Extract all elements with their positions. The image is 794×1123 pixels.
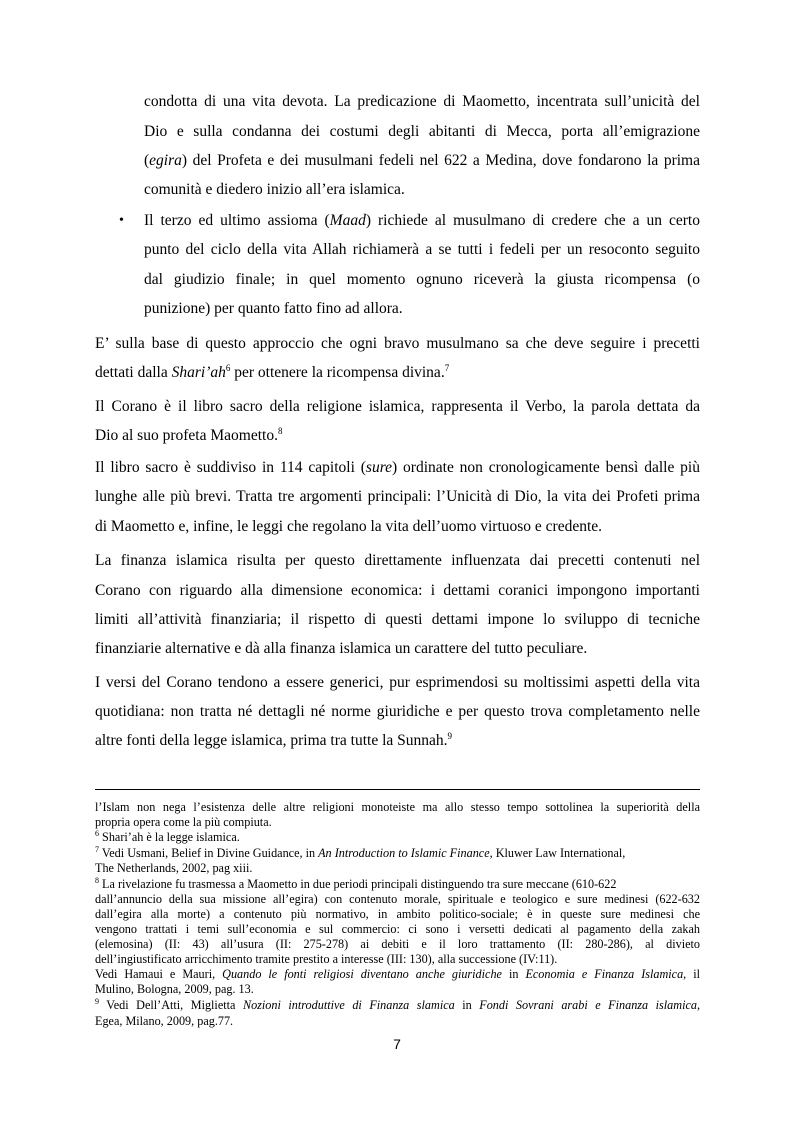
body-line: dettati dalla $Shari’ah^6$ per ottenere la ricompensa divina.$^7$ — [95, 362, 450, 381]
footnote-8: $^8$ La rivelazione fu trasmessa a Maometto in due periodi principali distinguendo tra sure meccane (610-622 — [95, 875, 617, 891]
body-line: condotta di una vita devota. La predicazione di Maometto, incentrata sull’unicità del — [144, 93, 700, 110]
body-line: Il libro sacro è suddiviso in 114 capitoli (sure) ordinate non cronologicamente bensì dalle più — [95, 459, 700, 476]
footnote-ref: 7 — [444, 362, 450, 373]
footnote-ref: 6 — [225, 362, 231, 373]
body-line: comunità e diedero inizio all’era islamica. — [144, 181, 405, 198]
body-line: punto del ciclo della vita Allah richiamerà a se tutti i fedeli per un resoconto seguito — [144, 241, 700, 258]
footnote-line: Egea, Milano, 2009, pag.77. — [95, 1014, 234, 1028]
body-line: Il terzo ed ultimo assioma (Maad) richiede al musulmano di credere che a un certo — [144, 212, 700, 229]
body-line: quotidiana: non tratta né dettagli né norme giuridiche e per questo trova completamento nelle — [95, 703, 700, 720]
footnote-7: $^7$ Vedi Usmani, Belief in Divine Guidance, in An Introduction to Islamic Finance, Kluwer Law International, — [95, 844, 626, 860]
footnote-line: l’Islam non nega l’esistenza delle altre religioni monoteiste ma allo stesso tempo sottolinea la superiorità della — [95, 800, 700, 814]
body-line: di Maometto e, infine, le leggi che regolano la vita dell’uomo virtuoso e credente. — [95, 518, 603, 535]
body-line: limiti all’attività finanziaria; il rispetto di questi dettami impone lo sviluppo di tecniche — [95, 611, 700, 628]
footnote-line: The Netherlands, 2002, pag xiii. — [95, 861, 253, 875]
body-line: Corano con riguardo alla dimensione economica: i dettami coranici impongono importanti — [95, 582, 700, 599]
footnote-line: Vedi Hamaui e Mauri, Quando le fonti religiosi diventano anche giuridiche in Economia e Finanza Islamica, il — [95, 967, 700, 981]
footnote-line: propria opera come la più compiuta. — [95, 815, 272, 829]
body-line: lunghe alle più brevi. Tratta tre argomenti principali: l’Unicità di Dio, la vita dei Profeti prima — [95, 488, 700, 505]
footnote-separator — [95, 789, 700, 790]
footnote-ref: 8 — [277, 425, 283, 436]
body-line: finanziarie alternative e dà alla finanza islamica un carattere del tutto peculiare. — [95, 640, 588, 657]
footnote-9: $^9$ Vedi Dell’Atti, Miglietta Nozioni introduttive di Finanza slamica in Fondi Sovrani arabi e Finanza islamica, — [95, 996, 700, 1012]
footnote-line: dall’egira alla morte) a contenuto più normativo, in ambito politico-sociale; è in queste sure medinesi che — [95, 907, 700, 921]
body-line: dal giudizio finale; in quel momento ognuno riceverà la giusta ricompensa (o — [144, 271, 700, 288]
footnote-line: (elemosina) (II: 43) all’usura (II: 275-278) ai debiti e il loro trattamento (II: 280-286), al divieto — [95, 937, 700, 951]
footnote-6: $^6$ Shari’ah è la legge islamica. — [95, 828, 240, 844]
body-line: Il Corano è il libro sacro della religione islamica, rappresenta il Verbo, la parola dettata da — [95, 398, 700, 415]
footnote-line: Mulino, Bologna, 2009, pag. 13. — [95, 982, 254, 996]
footnote-line: dall’annuncio della sua missione all’egira) con contenuto morale, spirituale e teologico e sure medinesi (622-632 — [95, 892, 700, 906]
body-line: Dio al suo profeta Maometto.$^8$ — [95, 425, 283, 444]
body-line: altre fonti della legge islamica, prima tra tutte la Sunnah.$^9$ — [95, 730, 453, 749]
body-line: E’ sulla base di questo approccio che ogni bravo musulmano sa che deve seguire i precetti — [95, 335, 700, 352]
body-line: punizione) per quanto fatto fino ad allora. — [144, 300, 403, 317]
footnote-line: dell’ingiustificato arricchimento tramite prestito a interesse (III: 130), alla successione (IV:11). — [95, 952, 558, 966]
page-number: 7 — [393, 1036, 401, 1052]
footnote-ref: 9 — [447, 730, 453, 741]
bullet-marker: • — [119, 213, 124, 228]
footnote-line: vengono trattati i temi sull’economia e sul commercio: ci sono i versetti dedicati al pagamento della zakah — [95, 922, 700, 936]
body-line: Dio e sulla condanna dei costumi degli abitanti di Mecca, porta all’emigrazione — [144, 123, 700, 140]
body-line: I versi del Corano tendono a essere generici, pur esprimendosi su moltissimi aspetti della vita — [95, 674, 700, 691]
body-line: La finanza islamica risulta per questo direttamente influenzata dai precetti contenuti nel — [95, 552, 700, 569]
body-line: (egira) del Profeta e dei musulmani fedeli nel 622 a Medina, dove fondarono la prima — [144, 152, 700, 169]
